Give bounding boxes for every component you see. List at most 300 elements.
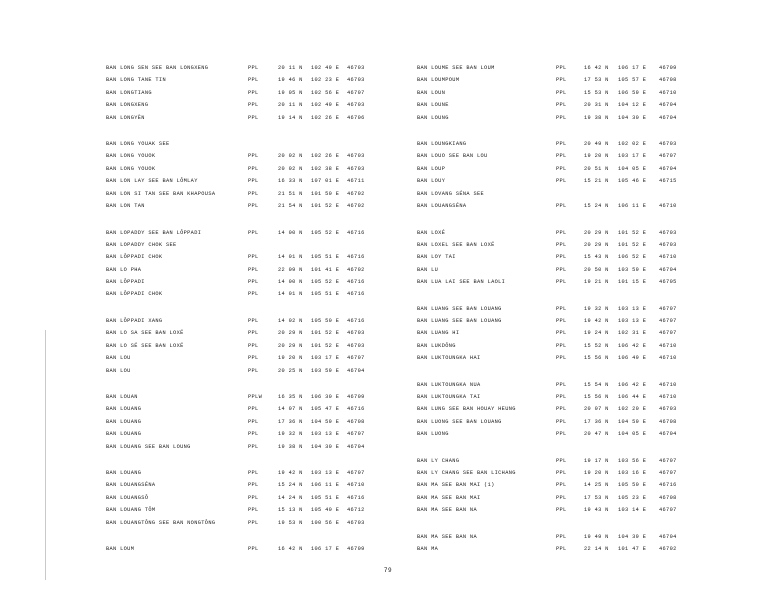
longitude: 102 49 E [311, 65, 340, 71]
latitude: 15 56 N [584, 394, 609, 401]
feature-class: PPL [556, 330, 567, 337]
latitude: 19 43 N [584, 507, 609, 514]
place-name: BAN LONG YOUOK [106, 165, 156, 172]
place-name: BAN LÔPPADI XANG [106, 317, 163, 324]
place-name: BAN LOUNGKIANG [417, 141, 467, 148]
map-reference: 46707 [659, 470, 677, 477]
map-reference: 46707 [347, 355, 365, 362]
place-name: BAN LON TAN [106, 203, 145, 210]
place-name: BAN LOUNG [417, 114, 449, 121]
feature-class: PPL [248, 342, 259, 349]
page-number: 79 [383, 567, 393, 574]
longitude: 106 30 E [311, 394, 340, 401]
feature-class: PPL [248, 229, 259, 236]
map-reference: 46707 [659, 507, 677, 514]
map-reference: 46716 [347, 229, 365, 236]
map-reference: 46707 [347, 89, 365, 96]
map-reference: 46706 [347, 114, 365, 121]
longitude: 103 13 E [618, 305, 647, 312]
map-reference: 46704 [659, 165, 677, 172]
map-reference: 46710 [347, 482, 365, 489]
feature-class: PPL [556, 178, 567, 185]
latitude: 20 29 N [278, 330, 303, 337]
place-name: BAN LOUY [417, 178, 446, 185]
longitude: 101 52 E [618, 229, 647, 236]
longitude: 101 52 E [311, 203, 340, 210]
latitude: 20 29 N [584, 229, 609, 236]
feature-class: PPL [556, 533, 567, 540]
feature-class: PPL [556, 305, 567, 312]
map-reference: 46716 [347, 279, 365, 286]
latitude: 19 24 N [584, 330, 609, 337]
place-name: BAN LOPADDY CHOK SEE [106, 241, 177, 248]
latitude: 14 02 N [278, 317, 303, 324]
latitude: 19 49 N [584, 533, 609, 540]
longitude: 105 40 E [311, 507, 340, 514]
feature-class: PPL [556, 406, 567, 413]
place-name: BAN LOUM [106, 546, 135, 553]
place-name: BAN LO PHA [106, 266, 142, 273]
feature-class: PPL [556, 102, 567, 109]
feature-class: PPL [248, 266, 259, 273]
longitude: 106 42 E [618, 342, 647, 349]
feature-class: PPL [556, 355, 567, 362]
place-name: BAN MA [417, 546, 439, 553]
map-reference: 46707 [347, 470, 365, 477]
latitude: 20 02 N [278, 165, 303, 172]
feature-class: PPL [248, 203, 259, 210]
place-name: BAN LOU [106, 367, 131, 374]
latitude: 15 56 N [584, 355, 609, 362]
place-name: BAN LUANG SEE BAN LOUANG [417, 317, 502, 324]
latitude: 19 46 N [278, 77, 303, 84]
place-name: BAN LOVANG SÉNA SEE [417, 190, 485, 197]
place-name: BAN LÔPPADI [106, 279, 145, 286]
map-reference: 46710 [659, 381, 677, 388]
map-reference: 46702 [659, 546, 677, 553]
longitude: 105 52 E [311, 229, 340, 236]
place-name: BAN LONGYÈN [106, 114, 145, 121]
latitude: 17 53 N [584, 494, 609, 501]
place-name: BAN LOUANG [106, 470, 142, 477]
place-name: BAN LOUME SEE BAN LOUM [417, 65, 495, 71]
feature-class: PPL [556, 470, 567, 477]
place-name: BAN LOU [106, 355, 131, 362]
map-reference: 46716 [347, 406, 365, 413]
latitude: 19 42 N [584, 317, 609, 324]
place-name: BAN LOUN [417, 89, 446, 96]
latitude: 16 33 N [278, 178, 303, 185]
place-name: BAN LÔPPADI CHOK [106, 291, 163, 298]
feature-class: PPL [248, 291, 259, 298]
place-name: BAN LOUP [417, 165, 446, 172]
longitude: 103 59 E [618, 266, 647, 273]
feature-class: PPL [248, 254, 259, 261]
latitude: 14 01 N [278, 291, 303, 298]
feature-class: PPL [248, 367, 259, 374]
place-name: BAN LOUANG [106, 431, 142, 438]
longitude: 107 01 E [311, 178, 340, 185]
map-reference: 46716 [347, 317, 365, 324]
feature-class: PPL [556, 381, 567, 388]
place-name: BAN LUKTOUNGKA NUA [417, 381, 481, 388]
map-reference: 46708 [659, 418, 677, 425]
longitude: 102 20 E [618, 406, 647, 413]
feature-class: PPL [556, 546, 567, 553]
longitude: 104 05 E [618, 165, 647, 172]
place-name: BAN LOUAN [106, 394, 138, 401]
latitude: 14 01 N [278, 254, 303, 261]
feature-class: PPL [556, 457, 567, 464]
map-reference: 46708 [659, 494, 677, 501]
longitude: 105 51 E [311, 494, 340, 501]
map-reference: 46716 [347, 494, 365, 501]
longitude: 100 56 E [311, 519, 340, 526]
feature-class: PPL [556, 77, 567, 84]
feature-class: PPL [556, 203, 567, 210]
latitude: 22 09 N [278, 266, 303, 273]
feature-class: PPL [556, 394, 567, 401]
place-name: BAN LONGTIANG [106, 89, 152, 96]
longitude: 106 42 E [618, 381, 647, 388]
place-name: BAN LOY TAI [417, 254, 456, 261]
map-reference: 46709 [347, 394, 365, 401]
longitude: 106 49 E [618, 355, 647, 362]
place-name: BAN LUONG [417, 431, 449, 438]
map-reference: 46710 [659, 203, 677, 210]
map-reference: 46716 [659, 482, 677, 489]
feature-class: PPL [556, 418, 567, 425]
latitude: 17 53 N [584, 77, 609, 84]
map-reference: 46708 [347, 418, 365, 425]
map-reference: 46704 [347, 367, 365, 374]
map-reference: 46716 [347, 254, 365, 261]
longitude: 102 02 E [618, 141, 647, 148]
longitude: 103 13 E [618, 317, 647, 324]
feature-class: PPL [248, 355, 259, 362]
longitude: 104 12 E [618, 102, 647, 109]
feature-class: PPL [556, 114, 567, 121]
place-name: BAN LUKTOUNGKA TAI [417, 394, 481, 401]
place-name: BAN LO SÉ SEE BAN LOXÉ [106, 342, 184, 349]
feature-class: PPL [248, 431, 259, 438]
longitude: 102 26 E [311, 153, 340, 160]
latitude: 20 02 N [278, 153, 303, 160]
longitude: 102 49 E [311, 102, 340, 109]
feature-class: PPL [556, 507, 567, 514]
map-reference: 46703 [347, 342, 365, 349]
map-reference: 46703 [347, 330, 365, 337]
place-name: BAN LUANG SEE BAN LOUANG [417, 305, 502, 312]
longitude: 105 52 E [311, 279, 340, 286]
map-reference: 46716 [347, 291, 365, 298]
place-name: BAN LON LAY SEE BAN LÔMLAY [106, 178, 198, 185]
longitude: 105 50 E [618, 482, 647, 489]
longitude: 105 51 E [311, 254, 340, 261]
latitude: 19 17 N [584, 457, 609, 464]
latitude: 14 24 N [278, 494, 303, 501]
map-reference: 46707 [659, 305, 677, 312]
latitude: 19 20 N [278, 355, 303, 362]
feature-class: PPL [556, 229, 567, 236]
place-name: BAN LÔPPADI CHOK [106, 254, 163, 261]
longitude: 106 59 E [618, 89, 647, 96]
longitude: 103 17 E [618, 153, 647, 160]
feature-class: PPL [248, 279, 259, 286]
latitude: 16 42 N [278, 546, 303, 553]
latitude: 15 52 N [584, 342, 609, 349]
longitude: 104 39 E [618, 533, 647, 540]
feature-class: PPL [248, 406, 259, 413]
place-name: BAN LOXÉ [417, 229, 446, 236]
place-name: BAN LUNG SEE BAN HOUAY HEUNG [417, 406, 516, 413]
latitude: 20 25 N [278, 367, 303, 374]
longitude: 102 23 E [311, 77, 340, 84]
feature-class: PPL [248, 546, 259, 553]
feature-class: PPL [248, 317, 259, 324]
feature-class: PPL [248, 443, 259, 450]
longitude: 103 14 E [618, 507, 647, 514]
feature-class: PPL [556, 431, 567, 438]
place-name: BAN LOUANG TÔM [106, 507, 156, 514]
map-reference: 46704 [659, 266, 677, 273]
longitude: 105 51 E [311, 291, 340, 298]
latitude: 19 32 N [278, 431, 303, 438]
map-reference: 46704 [347, 443, 365, 450]
longitude: 106 11 E [618, 203, 647, 210]
latitude: 20 07 N [584, 406, 609, 413]
latitude: 15 43 N [584, 254, 609, 261]
map-reference: 46710 [659, 254, 677, 261]
feature-class: PPL [556, 482, 567, 489]
map-reference: 46705 [659, 279, 677, 286]
latitude: 16 42 N [584, 65, 609, 71]
longitude: 103 16 E [618, 470, 647, 477]
feature-class: PPL [248, 330, 259, 337]
latitude: 19 21 N [584, 279, 609, 286]
latitude: 19 53 N [278, 519, 303, 526]
place-name: BAN MA SEE BAN MAI [417, 494, 481, 501]
latitude: 15 54 N [584, 381, 609, 388]
latitude: 19 14 N [278, 114, 303, 121]
longitude: 102 31 E [618, 330, 647, 337]
latitude: 14 07 N [278, 406, 303, 413]
map-reference: 46702 [347, 190, 365, 197]
latitude: 19 38 N [584, 114, 609, 121]
longitude: 101 15 E [618, 279, 647, 286]
place-name: BAN LOUANGSÔ [106, 494, 149, 501]
map-reference: 46707 [659, 153, 677, 160]
longitude: 105 23 E [618, 494, 647, 501]
feature-class: PPL [248, 507, 259, 514]
place-name: BAN MA SEE BAN NA [417, 533, 477, 540]
map-reference: 46707 [659, 317, 677, 324]
feature-class: PPL [248, 470, 259, 477]
feature-class: PPL [556, 141, 567, 148]
latitude: 20 31 N [584, 102, 609, 109]
feature-class: PPL [248, 114, 259, 121]
longitude: 104 05 E [618, 431, 647, 438]
latitude: 20 50 N [584, 266, 609, 273]
longitude: 103 56 E [618, 457, 647, 464]
longitude: 103 13 E [311, 470, 340, 477]
map-reference: 46703 [347, 165, 365, 172]
map-reference: 46702 [347, 203, 365, 210]
longitude: 104 30 E [311, 443, 340, 450]
feature-class: PPL [248, 178, 259, 185]
latitude: 20 47 N [584, 431, 609, 438]
feature-class: PPL [248, 65, 259, 71]
latitude: 15 24 N [278, 482, 303, 489]
latitude: 14 25 N [584, 482, 609, 489]
latitude: 15 13 N [278, 507, 303, 514]
longitude: 101 41 E [311, 266, 340, 273]
feature-class: PPL [248, 519, 259, 526]
feature-class: PPL [248, 190, 259, 197]
longitude: 102 26 E [311, 114, 340, 121]
longitude: 106 44 E [618, 394, 647, 401]
map-reference: 46704 [659, 102, 677, 109]
longitude: 101 47 E [618, 546, 647, 553]
feature-class: PPL [556, 254, 567, 261]
latitude: 20 29 N [584, 241, 609, 248]
place-name: BAN LOUO SEE BAN LOU [417, 153, 488, 160]
longitude: 105 50 E [311, 317, 340, 324]
place-name: BAN LUANG HI [417, 330, 460, 337]
latitude: 14 00 N [278, 229, 303, 236]
longitude: 103 17 E [311, 355, 340, 362]
longitude: 106 11 E [311, 482, 340, 489]
map-reference: 46709 [347, 546, 365, 553]
place-name: BAN MA SEE BAN MAI (1) [417, 482, 495, 489]
latitude: 16 35 N [278, 394, 303, 401]
map-reference: 46703 [347, 77, 365, 84]
map-reference: 46710 [659, 394, 677, 401]
longitude: 106 17 E [311, 546, 340, 553]
map-reference: 46708 [659, 77, 677, 84]
map-reference: 46703 [659, 229, 677, 236]
latitude: 14 00 N [278, 279, 303, 286]
longitude: 101 52 E [311, 342, 340, 349]
longitude: 106 17 E [618, 65, 647, 71]
latitude: 20 51 N [584, 165, 609, 172]
map-reference: 46707 [347, 431, 365, 438]
longitude: 101 52 E [311, 330, 340, 337]
feature-class: PPL [556, 342, 567, 349]
latitude: 17 36 N [584, 418, 609, 425]
feature-class: PPL [248, 102, 259, 109]
feature-class: PPL [556, 153, 567, 160]
longitude: 101 50 E [311, 190, 340, 197]
longitude: 104 30 E [618, 114, 647, 121]
map-reference: 46710 [659, 89, 677, 96]
latitude: 19 20 N [584, 153, 609, 160]
feature-class: PPL [556, 279, 567, 286]
place-name: BAN LONG TANE TIN [106, 77, 166, 84]
margin-rule [45, 330, 46, 580]
place-name: BAN LUKDÔNG [417, 342, 456, 349]
latitude: 20 11 N [278, 65, 303, 71]
longitude: 105 47 E [311, 406, 340, 413]
feature-class: PPL [556, 317, 567, 324]
longitude: 104 59 E [618, 418, 647, 425]
place-name: BAN LONG YOUAK SEE [106, 141, 170, 148]
place-name: BAN LOUANG [106, 406, 142, 413]
latitude: 15 53 N [584, 89, 609, 96]
map-reference: 46707 [659, 457, 677, 464]
map-reference: 46704 [659, 431, 677, 438]
place-name: BAN LOUNE [417, 102, 449, 109]
map-reference: 46715 [659, 178, 677, 185]
feature-class: PPL [248, 165, 259, 172]
latitude: 22 14 N [584, 546, 609, 553]
place-name: BAN LO SA SEE BAN LOXÉ [106, 330, 184, 337]
longitude: 103 59 E [311, 367, 340, 374]
longitude: 106 52 E [618, 254, 647, 261]
place-name: BAN LOUANGSÉNA [106, 482, 156, 489]
longitude: 105 57 E [618, 77, 647, 84]
place-name: BAN LOUANGTÔNG SEE BAN NONGTÔNG [106, 519, 216, 526]
latitude: 20 29 N [278, 342, 303, 349]
place-name: BAN LUKTOUNGKA HAI [417, 355, 481, 362]
map-reference: 46703 [659, 241, 677, 248]
latitude: 15 21 N [584, 178, 609, 185]
latitude: 19 38 N [278, 443, 303, 450]
map-reference: 46703 [347, 153, 365, 160]
place-name: BAN LONG YOUOK [106, 153, 156, 160]
place-name: BAN LU [417, 266, 439, 273]
latitude: 20 11 N [278, 102, 303, 109]
longitude: 104 59 E [311, 418, 340, 425]
feature-class: PPL [248, 89, 259, 96]
longitude: 102 38 E [311, 165, 340, 172]
feature-class: PPL [248, 494, 259, 501]
feature-class: PPL [556, 494, 567, 501]
map-reference: 46703 [347, 102, 365, 109]
map-reference: 46702 [347, 266, 365, 273]
place-name: BAN LOXEL SEE BAN LOXÉ [417, 241, 495, 248]
place-name: BAN MA SEE BAN NA [417, 507, 477, 514]
place-name: BAN LOUANG SEE BAN LOUNG [106, 443, 191, 450]
place-name: BAN LOUMPOUM [417, 77, 460, 84]
map-reference: 46707 [659, 330, 677, 337]
place-name: BAN LY CHANG [417, 457, 460, 464]
longitude: 103 13 E [311, 431, 340, 438]
latitude: 21 54 N [278, 203, 303, 210]
longitude: 102 56 E [311, 89, 340, 96]
latitude: 21 51 N [278, 190, 303, 197]
feature-class: PPL [248, 482, 259, 489]
feature-class: PPL [556, 241, 567, 248]
map-reference: 46703 [347, 519, 365, 526]
place-name: BAN LUA LAI SEE BAN LAOLI [417, 279, 506, 286]
feature-class: PPL [248, 153, 259, 160]
latitude: 20 49 N [584, 141, 609, 148]
place-name: BAN LY CHANG SEE BAN LICHANG [417, 470, 516, 477]
feature-class: PPL [248, 418, 259, 425]
latitude: 19 20 N [584, 470, 609, 477]
map-reference: 46704 [659, 114, 677, 121]
place-name: BAN LONGXENG [106, 102, 149, 109]
feature-class: PPL [248, 77, 259, 84]
latitude: 19 42 N [278, 470, 303, 477]
map-reference: 46703 [659, 141, 677, 148]
place-name: BAN LOUANGSÉNA [417, 203, 467, 210]
feature-class: PPLW [248, 394, 263, 401]
feature-class: PPL [556, 89, 567, 96]
map-reference: 46711 [347, 178, 365, 185]
place-name: BAN LON SI TAN SEE BAN KHAPOUSA [106, 190, 216, 197]
